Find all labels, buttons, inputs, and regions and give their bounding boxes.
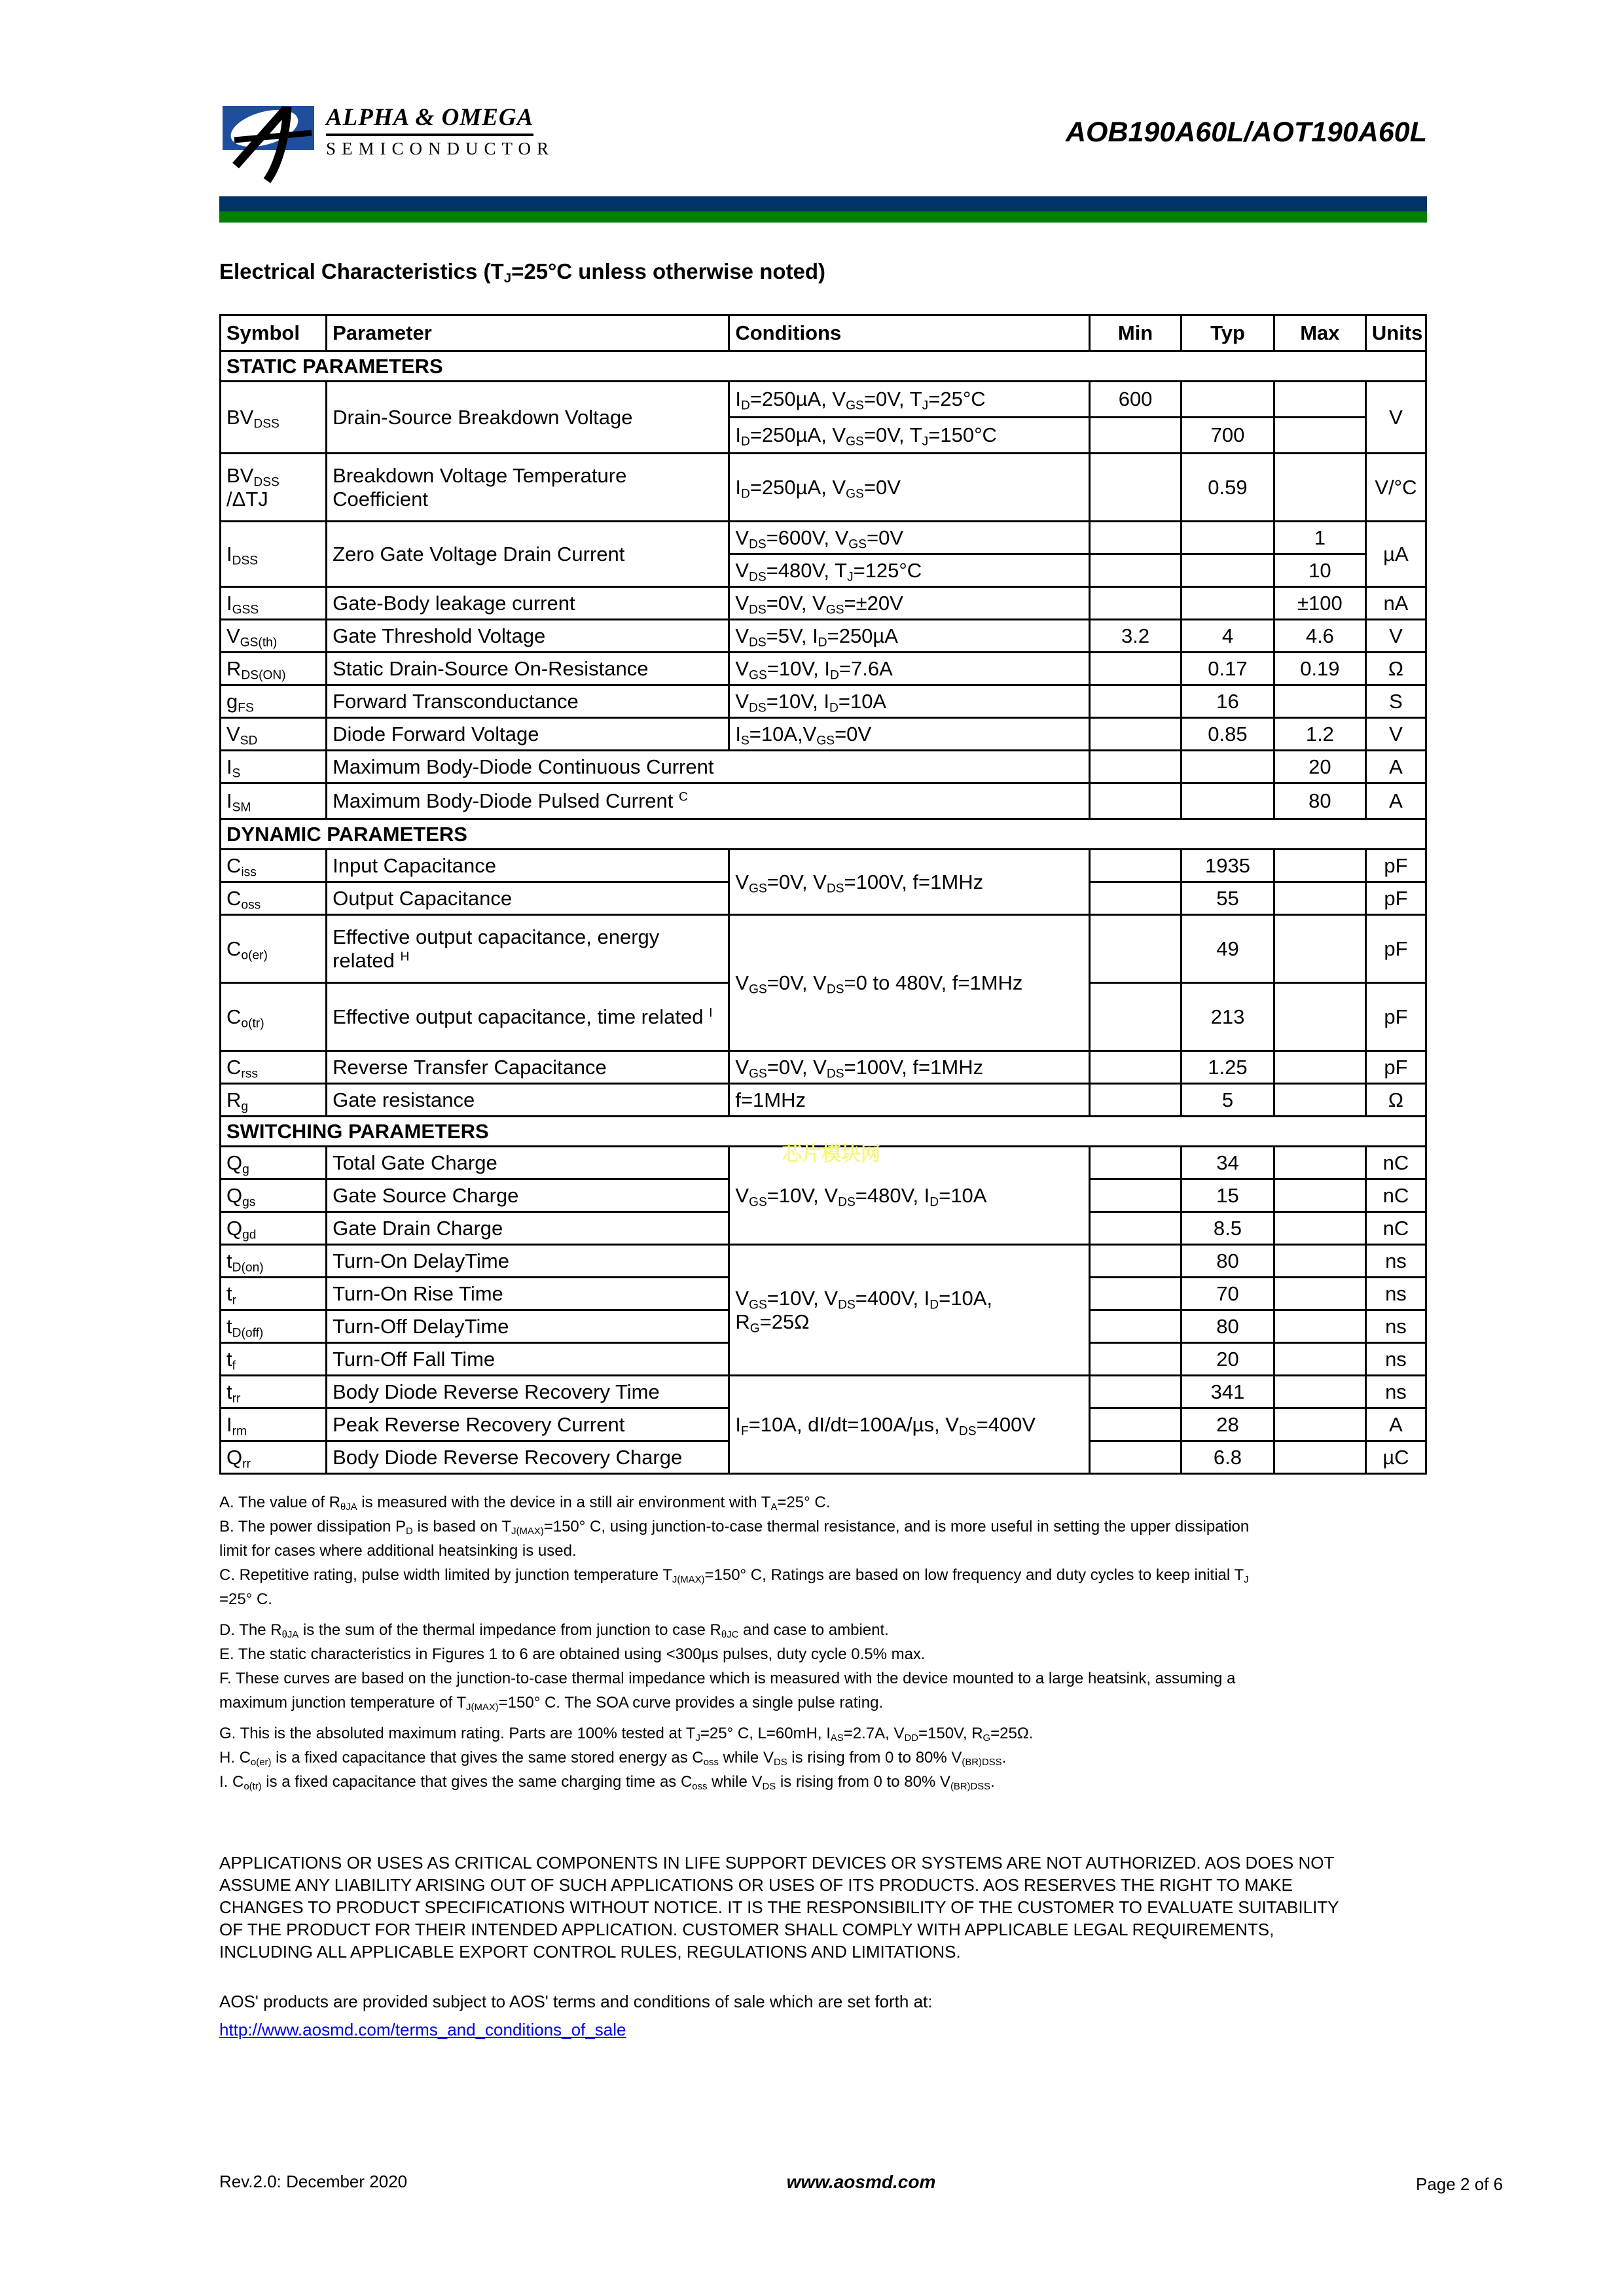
cell-parameter: Effective output capacitance, time related $^I$ (327, 983, 729, 1051)
cell-conditions: $I_S=10A,V_{GS}=0V$ (729, 718, 1090, 751)
cell-units: pF (1365, 882, 1426, 915)
cell-typ: 1935 (1182, 850, 1274, 882)
table-row (221, 751, 1426, 783)
cell-min (1090, 685, 1182, 718)
legal-disclaimer: APPLICATIONS OR USES AS CRITICAL COMPONENTS IN LIFE SUPPORT DEVICES OR SYSTEMS ARE NOT AUTHORIZED. AOS DOES NOT ASSUME ANY LIABILITY ARISING OUT OF SUCH APPLICATIONS OR USES OF ITS PRODUCTS. AOS RESERVES THE RIGHT TO MAKE CHANGES TO PRODUCT SPECIFICATIONS WITHOUT NOTICE. IT IS THE RESPONSIBILITY OF THE CUSTOMER TO EVALUATE SUITABILITY OF THE PRODUCT FOR THEIR INTENDED APPLICATION. CUSTOMER SHALL COMPLY WITH APPLICABLE LEGAL REQUIREMENTS, INCLUDING ALL APPLICABLE EXPORT CONTROL RULES, REGULATIONS AND LIMITATIONS. (219, 1853, 1339, 1962)
cell-conditions: $V_{DS}=5V$, $I_D=250\mu A$ (729, 620, 1090, 653)
cell-units: nC (1365, 1179, 1426, 1212)
cell-min (1090, 418, 1182, 454)
cell-parameter: Maximum Body-Diode Pulsed Current $^C$ (327, 783, 1090, 819)
cell-conditions: $V_{DS}=10V$, $I_D=10A$ (729, 685, 1090, 718)
cell-conditions: $V_{DS}=600V$, $V_{GS}=0V$ (729, 522, 1090, 554)
cell-typ: 34 (1182, 1147, 1274, 1179)
part-number: AOB190A60L/AOT190A60L (1065, 117, 1427, 148)
table-row (221, 783, 1426, 819)
cell-units: Ω (1365, 1084, 1426, 1117)
green-bar (219, 211, 1427, 223)
cell-min (1090, 850, 1182, 882)
cell-typ: 28 (1182, 1408, 1274, 1441)
cell-min: 600 (1090, 382, 1182, 418)
cell-typ (1182, 783, 1274, 819)
table-row (221, 620, 1426, 653)
cell-conditions: $I_D=250\mu A$, $V_{GS}=0V$ (729, 454, 1090, 522)
table-row (221, 1051, 1426, 1084)
page-header (219, 103, 1427, 177)
footer-website: www.aosmd.com (786, 2172, 936, 2192)
cell-typ: 0.59 (1182, 454, 1274, 522)
cell-typ (1182, 382, 1274, 418)
footnote-g: G. This is the absoluted maximum rating. Parts are 100% tested at $T_J=25^\circ$ C, L=60mH, $I_{AS}=2.7A$, $V_{DD}=150V$, $R_G=25\Omega$. (219, 1725, 1034, 1744)
cell-symbol: $V_{SD}$ (221, 718, 327, 751)
section-label: STATIC PARAMETERS (221, 351, 1426, 382)
table-row (221, 522, 1426, 554)
table-row (221, 454, 1426, 522)
cell-units: V (1365, 620, 1426, 653)
aos-logo-icon (221, 105, 323, 190)
cell-units: A (1365, 751, 1426, 783)
cell-max (1274, 418, 1365, 454)
cell-max (1274, 454, 1365, 522)
table-row (221, 1084, 1426, 1117)
table-row (221, 718, 1426, 751)
cell-max: 1 (1274, 522, 1365, 554)
cell-max: ±100 (1274, 587, 1365, 620)
cell-units: V (1365, 718, 1426, 751)
cell-units: pF (1365, 983, 1426, 1051)
cell-max (1274, 1245, 1365, 1278)
cell-typ: 341 (1182, 1376, 1274, 1408)
cell-symbol: $Q_{gs}$ (221, 1179, 327, 1212)
cell-parameter: Body Diode Reverse Recovery Charge (327, 1441, 729, 1474)
cell-symbol: $Q_g$ (221, 1147, 327, 1179)
cell-max: 0.19 (1274, 653, 1365, 685)
cell-typ: 55 (1182, 882, 1274, 915)
cell-symbol: $t_{D(on)}$ (221, 1245, 327, 1278)
cell-conditions: $V_{GS}=0V$, $V_{DS}=100V$, f=1MHz (729, 850, 1090, 915)
cell-conditions: $V_{GS}=10V$, $V_{DS}=480V$, $I_D=10A$ (729, 1147, 1090, 1245)
col-header-conditions: Conditions (729, 315, 1090, 351)
cell-typ: 1.25 (1182, 1051, 1274, 1084)
footnote-c: C. Repetitive rating, pulse width limited by junction temperature $T_{J(MAX)}=150^\circ$ C, Ratings are based on low frequency and duty cycles to keep initial $T_J$ =25° C. (219, 1566, 1249, 1608)
cell-min (1090, 1376, 1182, 1408)
cell-typ: 80 (1182, 1310, 1274, 1343)
cell-conditions: $I_D=250\mu A$, $V_{GS}=0V$, $T_J=25^\circ C$ (729, 382, 1090, 418)
cell-symbol: $Q_{gd}$ (221, 1212, 327, 1245)
table-row (221, 850, 1426, 882)
cell-symbol: $R_g$ (221, 1084, 327, 1117)
cell-parameter: Turn-Off Fall Time (327, 1343, 729, 1376)
cell-max: 20 (1274, 751, 1365, 783)
section-label: DYNAMIC PARAMETERS (221, 819, 1426, 850)
cell-min: 3.2 (1090, 620, 1182, 653)
cell-units: A (1365, 783, 1426, 819)
cell-parameter: Forward Transconductance (327, 685, 729, 718)
footnote-a: A. The value of $R_{\theta JA}$ is measured with the device in a still air environment with $T_A=25^\circ$ C. (219, 1494, 831, 1513)
footer-revision: Rev.2.0: December 2020 (219, 2172, 408, 2191)
cell-symbol: $I_S$ (221, 751, 327, 783)
col-header-symbol: Symbol (221, 315, 327, 351)
cell-max (1274, 983, 1365, 1051)
col-header-typ: Typ (1182, 315, 1274, 351)
terms-link[interactable]: http://www.aosmd.com/terms_and_conditions_of_sale (219, 2020, 626, 2039)
cell-units: pF (1365, 915, 1426, 983)
navy-bar (219, 196, 1427, 211)
cell-max (1274, 685, 1365, 718)
cell-symbol: $V_{GS(th)}$ (221, 620, 327, 653)
cell-parameter: Turn-Off DelayTime (327, 1310, 729, 1343)
cell-parameter: Gate Threshold Voltage (327, 620, 729, 653)
cell-min (1090, 751, 1182, 783)
cell-parameter: Static Drain-Source On-Resistance (327, 653, 729, 685)
cell-min (1090, 1212, 1182, 1245)
cell-min (1090, 1441, 1182, 1474)
brand-name: ALPHA & OMEGA (326, 103, 533, 136)
cell-symbol: $C_{oss}$ (221, 882, 327, 915)
cell-units: ns (1365, 1245, 1426, 1278)
cell-symbol: $R_{DS(ON)}$ (221, 653, 327, 685)
cell-parameter: Maximum Body-Diode Continuous Current (327, 751, 1090, 783)
cell-parameter: Diode Forward Voltage (327, 718, 729, 751)
cell-units: nC (1365, 1147, 1426, 1179)
cell-typ: 70 (1182, 1278, 1274, 1310)
cell-conditions: $V_{DS}=0V$, $V_{GS}=\pm 20V$ (729, 587, 1090, 620)
cell-symbol: $Q_{rr}$ (221, 1441, 327, 1474)
cell-min (1090, 587, 1182, 620)
cell-min (1090, 522, 1182, 554)
cell-parameter: Drain-Source Breakdown Voltage (327, 382, 729, 454)
cell-parameter: Turn-On Rise Time (327, 1278, 729, 1310)
cell-typ (1182, 554, 1274, 587)
cell-symbol: $BV_{DSS}$ /ΔTJ (221, 454, 327, 522)
cell-max (1274, 1376, 1365, 1408)
cell-parameter: Peak Reverse Recovery Current (327, 1408, 729, 1441)
cell-min (1090, 554, 1182, 587)
cell-parameter: Gate Drain Charge (327, 1212, 729, 1245)
cell-max (1274, 1179, 1365, 1212)
cell-typ: 6.8 (1182, 1441, 1274, 1474)
cell-units: ns (1365, 1278, 1426, 1310)
cell-symbol: $t_{rr}$ (221, 1376, 327, 1408)
cell-min (1090, 882, 1182, 915)
cell-min (1090, 1084, 1182, 1117)
cell-conditions: $V_{GS}=10V$, $V_{DS}=400V$, $I_D=10A$, $R_G=25\Omega$ (729, 1245, 1090, 1376)
cell-units: nC (1365, 1212, 1426, 1245)
terms-block (219, 1992, 1427, 2040)
brand-block (326, 103, 554, 159)
footnote-h: H. $C_{o(er)}$ is a fixed capacitance that gives the same stored energy as $C_{oss}$ while $V_{DS}$ is rising from 0 to 80% $V_{(BR)DSS}$. (219, 1749, 1007, 1768)
cell-conditions: $V_{GS}=0V$, $V_{DS}=0$ to 480V, f=1MHz (729, 915, 1090, 1051)
electrical-characteristics-table (219, 314, 1427, 1475)
cell-units: A (1365, 1408, 1426, 1441)
cell-typ: 0.17 (1182, 653, 1274, 685)
table-header-row (221, 315, 1426, 351)
cell-max (1274, 1310, 1365, 1343)
cell-typ (1182, 587, 1274, 620)
section-row-static (221, 351, 1426, 382)
cell-parameter: Turn-On DelayTime (327, 1245, 729, 1278)
footnote-b: B. The power dissipation $P_D$ is based on $T_{J(MAX)}=150^\circ$ C, using junction-to-case thermal resistance, and is more useful in setting the upper dissipation limit for cases where additional heatsinking is used. (219, 1518, 1250, 1560)
table-row (221, 1245, 1426, 1278)
cell-parameter: Input Capacitance (327, 850, 729, 882)
cell-min (1090, 983, 1182, 1051)
col-header-parameter: Parameter (327, 315, 729, 351)
cell-parameter: Breakdown Voltage Temperature Coefficient (327, 454, 729, 522)
cell-max (1274, 382, 1365, 418)
footer-page-number: Page 2 of 6 (1416, 2174, 1503, 2194)
cell-max: 80 (1274, 783, 1365, 819)
cell-units: nA (1365, 587, 1426, 620)
cell-typ: 4 (1182, 620, 1274, 653)
section-row-dynamic (221, 819, 1426, 850)
cell-parameter: Zero Gate Voltage Drain Current (327, 522, 729, 587)
cell-min (1090, 1051, 1182, 1084)
cell-max (1274, 1278, 1365, 1310)
cell-max (1274, 1084, 1365, 1117)
page-title: Electrical Characteristics ($T_J=25^\circ C$ unless otherwise noted) (219, 259, 825, 286)
cell-units: µA (1365, 522, 1426, 587)
section-label: SWITCHING PARAMETERS (221, 1117, 1426, 1147)
cell-min (1090, 454, 1182, 522)
cell-min (1090, 915, 1182, 983)
cell-typ: 49 (1182, 915, 1274, 983)
cell-max (1274, 1212, 1365, 1245)
cell-max (1274, 915, 1365, 983)
section-row-switching (221, 1117, 1426, 1147)
cell-max (1274, 1408, 1365, 1441)
cell-units: µC (1365, 1441, 1426, 1474)
cell-max (1274, 1147, 1365, 1179)
cell-symbol: $BV_{DSS}$ (221, 382, 327, 454)
cell-conditions: f=1MHz (729, 1084, 1090, 1117)
cell-symbol: $C_{o(tr)}$ (221, 983, 327, 1051)
terms-intro: AOS' products are provided subject to AOS' terms and conditions of sale which are set forth at: (219, 1992, 933, 2011)
cell-typ: 20 (1182, 1343, 1274, 1376)
cell-symbol: $C_{o(er)}$ (221, 915, 327, 983)
cell-symbol: $I_{GSS}$ (221, 587, 327, 620)
footnote-d: D. The $R_{\theta JA}$ is the sum of the thermal impedance from junction to case $R_{\theta JC}$ and case to ambient. (219, 1621, 889, 1641)
cell-typ: 15 (1182, 1179, 1274, 1212)
cell-symbol: $g_{FS}$ (221, 685, 327, 718)
cell-typ: 16 (1182, 685, 1274, 718)
cell-typ: 213 (1182, 983, 1274, 1051)
cell-typ: 8.5 (1182, 1212, 1274, 1245)
table-row (221, 587, 1426, 620)
cell-parameter: Reverse Transfer Capacitance (327, 1051, 729, 1084)
cell-conditions: $V_{GS}=0V$, $V_{DS}=100V$, f=1MHz (729, 1051, 1090, 1084)
cell-min (1090, 1278, 1182, 1310)
col-header-min: Min (1090, 315, 1182, 351)
cell-min (1090, 653, 1182, 685)
cell-units: V/°C (1365, 454, 1426, 522)
table-row (221, 915, 1426, 983)
cell-max: 4.6 (1274, 620, 1365, 653)
cell-typ: 0.85 (1182, 718, 1274, 751)
cell-min (1090, 1179, 1182, 1212)
footnote-i: I. $C_{o(tr)}$ is a fixed capacitance that gives the same charging time as $C_{oss}$ while $V_{DS}$ is rising from 0 to 80% $V_{(BR)DSS}$. (219, 1773, 995, 1793)
cell-min (1090, 1343, 1182, 1376)
col-header-max: Max (1274, 315, 1365, 351)
cell-typ: 5 (1182, 1084, 1274, 1117)
cell-units: pF (1365, 850, 1426, 882)
footnote-f: F. These curves are based on the junction-to-case thermal impedance which is measured with the device mounted to a large heatsink, assuming a maximum junction temperature of $T_{J(MAX)}=150^\circ$ C. The SOA curve provides a single pulse rating. (219, 1670, 1236, 1713)
cell-parameter: Gate resistance (327, 1084, 729, 1117)
cell-symbol: $C_{rss}$ (221, 1051, 327, 1084)
cell-max (1274, 882, 1365, 915)
cell-max: 10 (1274, 554, 1365, 587)
cell-parameter: Output Capacitance (327, 882, 729, 915)
cell-units: ns (1365, 1343, 1426, 1376)
col-header-units: Units (1365, 315, 1426, 351)
table-row (221, 1376, 1426, 1408)
cell-units: ns (1365, 1310, 1426, 1343)
cell-parameter: Gate Source Charge (327, 1179, 729, 1212)
cell-typ: 80 (1182, 1245, 1274, 1278)
cell-conditions: $V_{DS}=480V$, $T_J=125^\circ C$ (729, 554, 1090, 587)
table-row (221, 382, 1426, 418)
cell-max (1274, 1051, 1365, 1084)
cell-min (1090, 783, 1182, 819)
cell-conditions: $V_{GS}=10V$, $I_D=7.6A$ (729, 653, 1090, 685)
cell-symbol: $t_f$ (221, 1343, 327, 1376)
watermark: 芯片模块网 (782, 1143, 880, 1165)
cell-parameter: Gate-Body leakage current (327, 587, 729, 620)
cell-units: pF (1365, 1051, 1426, 1084)
table-row (221, 653, 1426, 685)
cell-min (1090, 1245, 1182, 1278)
cell-typ (1182, 522, 1274, 554)
cell-symbol: $t_r$ (221, 1278, 327, 1310)
cell-conditions: $I_F=10A$, dI/dt=100A/µs, $V_{DS}=400V$ (729, 1376, 1090, 1474)
footnote-e: E. The static characteristics in Figures 1 to 6 are obtained using <300µs pulses, duty cycle 0.5% max. (219, 1645, 926, 1663)
cell-max (1274, 1441, 1365, 1474)
cell-units: S (1365, 685, 1426, 718)
cell-units: ns (1365, 1376, 1426, 1408)
cell-min (1090, 1408, 1182, 1441)
cell-conditions: $I_D=250\mu A$, $V_{GS}=0V$, $T_J=150^\circ C$ (729, 418, 1090, 454)
cell-min (1090, 718, 1182, 751)
cell-units: Ω (1365, 653, 1426, 685)
cell-units: V (1365, 382, 1426, 454)
cell-parameter: Total Gate Charge (327, 1147, 729, 1179)
cell-typ (1182, 751, 1274, 783)
cell-typ: 700 (1182, 418, 1274, 454)
cell-max (1274, 1343, 1365, 1376)
table-row (221, 1147, 1426, 1179)
cell-min (1090, 1147, 1182, 1179)
cell-max (1274, 850, 1365, 882)
cell-symbol: $I_{SM}$ (221, 783, 327, 819)
cell-symbol: $t_{D(off)}$ (221, 1310, 327, 1343)
cell-parameter: Effective output capacitance, energy related $^H$ (327, 915, 729, 983)
cell-max: 1.2 (1274, 718, 1365, 751)
cell-min (1090, 1310, 1182, 1343)
table-row (221, 685, 1426, 718)
cell-symbol: $I_{DSS}$ (221, 522, 327, 587)
cell-symbol: $C_{iss}$ (221, 850, 327, 882)
cell-parameter: Body Diode Reverse Recovery Time (327, 1376, 729, 1408)
footnotes (219, 1490, 1427, 1794)
brand-subtitle: SEMICONDUCTOR (326, 139, 555, 158)
cell-symbol: $I_{rm}$ (221, 1408, 327, 1441)
